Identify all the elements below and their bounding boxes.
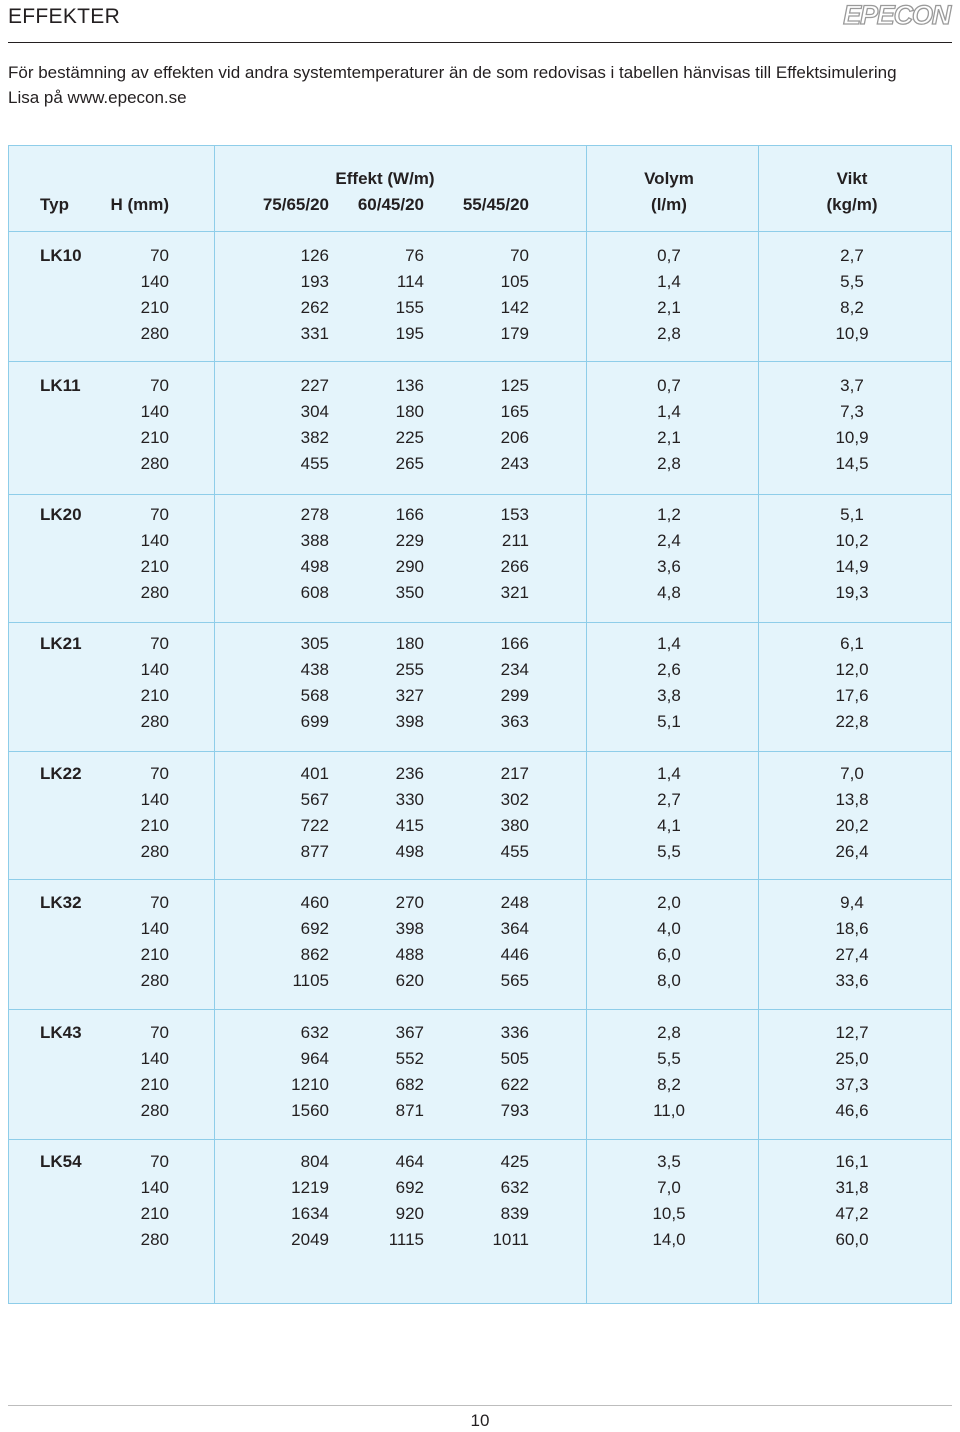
cell-h: 70 <box>150 764 169 783</box>
cell-effekt-60-45-20: 114 <box>396 271 424 291</box>
cell-effekt-60-45-20: 225 <box>395 427 424 447</box>
row-group-divider <box>9 751 951 752</box>
type-label: LK22 <box>40 764 82 783</box>
cell-vikt: 26,4 <box>835 841 869 861</box>
cell-effekt-60-45-20: 180 <box>395 401 424 421</box>
cell-effekt-55-45-20: 70 <box>510 246 529 265</box>
page-title: EFFEKTER <box>8 5 121 28</box>
cell-vikt: 8,2 <box>840 297 864 317</box>
cell-vikt: 10,9 <box>835 427 869 447</box>
cell-volym: 0,7 <box>657 376 681 395</box>
cell-h: 210 <box>140 427 169 447</box>
cell-volym: 8,0 <box>657 970 681 990</box>
cell-volym: 5,5 <box>657 841 681 861</box>
cell-volym: 1,2 <box>657 505 681 524</box>
cell-effekt-75-65-20: 568 <box>300 685 329 705</box>
cell-effekt-55-45-20: 455 <box>500 841 529 861</box>
cell-volym: 1,4 <box>657 634 681 653</box>
cell-effekt-75-65-20: 699 <box>300 711 329 731</box>
cell-vikt: 27,4 <box>835 944 869 964</box>
cell-volym: 3,6 <box>657 556 681 576</box>
header-volym-unit: (l/m) <box>651 195 687 214</box>
effekt-table <box>8 145 952 1304</box>
cell-effekt-55-45-20: 622 <box>500 1074 529 1094</box>
cell-effekt-60-45-20: 920 <box>395 1203 424 1223</box>
cell-effekt-75-65-20: 877 <box>300 841 329 861</box>
cell-vikt: 10,9 <box>835 323 869 343</box>
cell-volym: 5,5 <box>657 1048 681 1068</box>
cell-effekt-60-45-20: 229 <box>395 530 424 550</box>
type-label: LK54 <box>40 1152 82 1171</box>
cell-h: 280 <box>140 711 169 731</box>
cell-effekt-55-45-20: 243 <box>500 453 529 473</box>
cell-vikt: 13,8 <box>835 789 869 809</box>
row-group-divider <box>9 879 951 880</box>
cell-vikt: 17,6 <box>835 685 869 705</box>
header-h: H (mm) <box>110 195 169 214</box>
cell-effekt-55-45-20: 565 <box>500 970 529 990</box>
row-group-divider <box>9 1009 951 1010</box>
cell-h: 210 <box>140 1203 169 1223</box>
cell-vikt: 14,5 <box>835 453 869 473</box>
cell-effekt-75-65-20: 388 <box>300 530 329 550</box>
cell-volym: 1,4 <box>657 271 681 291</box>
cell-effekt-75-65-20: 278 <box>300 505 329 524</box>
cell-volym: 11,0 <box>653 1100 685 1120</box>
cell-effekt-75-65-20: 460 <box>300 893 329 912</box>
cell-vikt: 10,2 <box>835 530 869 550</box>
cell-h: 210 <box>140 297 169 317</box>
cell-effekt-60-45-20: 270 <box>395 893 424 912</box>
cell-effekt-55-45-20: 302 <box>500 789 529 809</box>
cell-volym: 2,8 <box>657 1023 681 1042</box>
cell-volym: 6,0 <box>657 944 681 964</box>
cell-h: 70 <box>150 505 169 524</box>
cell-effekt-75-65-20: 227 <box>300 376 329 395</box>
cell-h: 70 <box>150 1023 169 1042</box>
cell-effekt-60-45-20: 265 <box>395 453 424 473</box>
cell-h: 140 <box>140 1048 169 1068</box>
row-group-divider <box>9 1139 951 1140</box>
cell-volym: 14,0 <box>652 1229 686 1249</box>
cell-effekt-75-65-20: 126 <box>300 246 329 265</box>
cell-effekt-60-45-20: 136 <box>395 376 424 395</box>
cell-effekt-75-65-20: 567 <box>300 789 329 809</box>
cell-effekt-60-45-20: 367 <box>395 1023 424 1042</box>
cell-h: 280 <box>140 1229 169 1249</box>
cell-effekt-60-45-20: 236 <box>395 764 424 783</box>
cell-h: 140 <box>140 530 169 550</box>
cell-volym: 7,0 <box>657 1177 681 1197</box>
cell-vikt: 6,1 <box>840 634 864 653</box>
cell-effekt-75-65-20: 1560 <box>291 1100 329 1120</box>
cell-effekt-60-45-20: 415 <box>395 815 424 835</box>
cell-effekt-60-45-20: 692 <box>395 1177 424 1197</box>
column-divider <box>758 146 759 1303</box>
cell-vikt: 3,7 <box>840 376 864 395</box>
cell-effekt-55-45-20: 299 <box>500 685 529 705</box>
cell-vikt: 12,7 <box>835 1023 869 1042</box>
cell-volym: 2,8 <box>657 453 681 473</box>
cell-effekt-75-65-20: 862 <box>300 944 329 964</box>
header-divider <box>8 42 952 43</box>
cell-effekt-75-65-20: 304 <box>300 401 329 421</box>
cell-volym: 2,4 <box>657 530 681 550</box>
cell-volym: 4,0 <box>657 918 681 938</box>
cell-volym: 4,8 <box>657 582 681 602</box>
cell-volym: 2,0 <box>657 893 681 912</box>
cell-effekt-75-65-20: 692 <box>300 918 329 938</box>
cell-effekt-75-65-20: 498 <box>300 556 329 576</box>
cell-effekt-60-45-20: 498 <box>395 841 424 861</box>
cell-volym: 1,4 <box>657 401 681 421</box>
cell-volym: 10,5 <box>652 1203 686 1223</box>
cell-effekt-55-45-20: 153 <box>500 505 529 524</box>
cell-effekt-60-45-20: 195 <box>395 323 424 343</box>
cell-h: 280 <box>140 453 169 473</box>
cell-h: 140 <box>140 401 169 421</box>
cell-volym: 2,7 <box>657 789 681 809</box>
cell-h: 210 <box>140 1074 169 1094</box>
cell-effekt-55-45-20: 142 <box>500 297 529 317</box>
cell-h: 70 <box>150 893 169 912</box>
cell-vikt: 5,1 <box>840 505 864 524</box>
header-typ: Typ <box>40 195 69 214</box>
cell-effekt-55-45-20: 425 <box>500 1152 529 1171</box>
cell-effekt-60-45-20: 488 <box>395 944 424 964</box>
cell-effekt-75-65-20: 193 <box>300 271 329 291</box>
cell-effekt-75-65-20: 382 <box>300 427 329 447</box>
cell-h: 140 <box>140 918 169 938</box>
brand-logo: EPECON <box>843 0 950 30</box>
cell-effekt-75-65-20: 1210 <box>291 1074 329 1094</box>
cell-effekt-60-45-20: 682 <box>395 1074 424 1094</box>
cell-vikt: 18,6 <box>835 918 869 938</box>
header-effekt: Effekt (W/m) <box>335 169 435 188</box>
cell-effekt-60-45-20: 871 <box>395 1100 424 1120</box>
cell-effekt-55-45-20: 179 <box>500 323 529 343</box>
cell-effekt-60-45-20: 155 <box>395 297 424 317</box>
cell-effekt-55-45-20: 505 <box>500 1048 529 1068</box>
header-vikt: Vikt <box>836 169 868 188</box>
header-vikt-unit: (kg/m) <box>826 195 878 214</box>
header-effekt-60-45-20: 60/45/20 <box>357 195 424 214</box>
cell-vikt: 7,0 <box>840 764 864 783</box>
cell-volym: 2,6 <box>657 659 681 679</box>
cell-h: 140 <box>140 789 169 809</box>
header-volym: Volym <box>644 169 694 188</box>
row-group-divider <box>9 231 951 232</box>
cell-effekt-60-45-20: 552 <box>395 1048 424 1068</box>
cell-vikt: 25,0 <box>835 1048 869 1068</box>
cell-effekt-75-65-20: 305 <box>300 634 329 653</box>
cell-effekt-55-45-20: 336 <box>500 1023 529 1042</box>
cell-h: 140 <box>140 1177 169 1197</box>
cell-vikt: 7,3 <box>840 401 864 421</box>
cell-h: 70 <box>150 1152 169 1171</box>
cell-vikt: 31,8 <box>835 1177 869 1197</box>
type-label: LK32 <box>40 893 82 912</box>
cell-effekt-60-45-20: 180 <box>395 634 424 653</box>
page-number: 10 <box>470 1411 490 1430</box>
cell-effekt-55-45-20: 793 <box>500 1100 529 1120</box>
cell-vikt: 60,0 <box>835 1229 869 1249</box>
cell-effekt-55-45-20: 1011 <box>492 1229 529 1249</box>
cell-volym: 2,8 <box>657 323 681 343</box>
cell-effekt-55-45-20: 217 <box>500 764 529 783</box>
cell-effekt-60-45-20: 76 <box>405 246 424 265</box>
cell-effekt-55-45-20: 839 <box>500 1203 529 1223</box>
cell-effekt-55-45-20: 363 <box>500 711 529 731</box>
footer-divider <box>8 1405 952 1406</box>
cell-volym: 8,2 <box>657 1074 681 1094</box>
cell-effekt-75-65-20: 455 <box>300 453 329 473</box>
cell-volym: 2,1 <box>657 297 681 317</box>
cell-h: 140 <box>140 659 169 679</box>
cell-effekt-60-45-20: 398 <box>395 711 424 731</box>
cell-effekt-75-65-20: 632 <box>300 1023 329 1042</box>
header-effekt-55-45-20: 55/45/20 <box>462 195 529 214</box>
cell-h: 280 <box>140 841 169 861</box>
cell-effekt-60-45-20: 255 <box>395 659 424 679</box>
cell-h: 70 <box>150 376 169 395</box>
cell-effekt-75-65-20: 722 <box>300 815 329 835</box>
column-divider <box>214 146 215 1303</box>
cell-volym: 5,1 <box>657 711 681 731</box>
column-divider <box>586 146 587 1303</box>
cell-vikt: 20,2 <box>835 815 869 835</box>
cell-effekt-55-45-20: 165 <box>500 401 529 421</box>
cell-h: 280 <box>140 1100 169 1120</box>
cell-effekt-55-45-20: 248 <box>500 893 529 912</box>
cell-effekt-55-45-20: 321 <box>500 582 529 602</box>
cell-h: 210 <box>140 556 169 576</box>
cell-effekt-60-45-20: 350 <box>395 582 424 602</box>
cell-volym: 1,4 <box>657 764 681 783</box>
cell-vikt: 5,5 <box>840 271 864 291</box>
row-group-divider <box>9 494 951 495</box>
cell-effekt-60-45-20: 1115 <box>388 1229 424 1249</box>
intro-text: För bestämning av effekten vid andra systemtemperaturer än de som redovisas i tabellen hänvisas till Effektsimulering Lisa på www.epecon.se <box>8 63 897 107</box>
cell-effekt-60-45-20: 398 <box>395 918 424 938</box>
cell-effekt-55-45-20: 380 <box>500 815 529 835</box>
cell-h: 280 <box>140 970 169 990</box>
cell-effekt-55-45-20: 234 <box>500 659 529 679</box>
row-group-divider <box>9 622 951 623</box>
cell-effekt-75-65-20: 1219 <box>291 1177 329 1197</box>
cell-effekt-75-65-20: 804 <box>300 1152 329 1171</box>
type-label: LK21 <box>40 634 82 653</box>
cell-volym: 2,1 <box>657 427 681 447</box>
cell-vikt: 9,4 <box>840 893 864 912</box>
cell-effekt-60-45-20: 464 <box>395 1152 424 1171</box>
type-label: LK20 <box>40 505 82 524</box>
cell-effekt-55-45-20: 105 <box>500 271 529 291</box>
cell-volym: 3,8 <box>657 685 681 705</box>
cell-h: 70 <box>150 634 169 653</box>
cell-vikt: 37,3 <box>835 1074 869 1094</box>
row-group-divider <box>9 361 951 362</box>
cell-effekt-75-65-20: 1105 <box>292 970 329 990</box>
cell-volym: 3,5 <box>657 1152 681 1171</box>
cell-h: 280 <box>140 323 169 343</box>
cell-effekt-75-65-20: 331 <box>300 323 329 343</box>
cell-effekt-55-45-20: 125 <box>500 376 529 395</box>
cell-effekt-55-45-20: 266 <box>500 556 529 576</box>
type-label: LK43 <box>40 1023 82 1042</box>
cell-volym: 0,7 <box>657 246 681 265</box>
cell-h: 70 <box>150 246 169 265</box>
cell-h: 140 <box>140 271 169 291</box>
cell-vikt: 16,1 <box>835 1152 869 1171</box>
cell-vikt: 2,7 <box>840 246 864 265</box>
cell-vikt: 22,8 <box>835 711 869 731</box>
cell-effekt-55-45-20: 166 <box>500 634 529 653</box>
type-label: LK10 <box>40 246 82 265</box>
cell-effekt-55-45-20: 206 <box>500 427 529 447</box>
cell-vikt: 19,3 <box>835 582 869 602</box>
type-label: LK11 <box>40 376 81 395</box>
cell-vikt: 46,6 <box>835 1100 869 1120</box>
cell-effekt-75-65-20: 608 <box>300 582 329 602</box>
cell-effekt-55-45-20: 446 <box>500 944 529 964</box>
cell-effekt-60-45-20: 290 <box>395 556 424 576</box>
cell-effekt-60-45-20: 330 <box>395 789 424 809</box>
cell-effekt-75-65-20: 1634 <box>291 1203 329 1223</box>
cell-effekt-55-45-20: 211 <box>501 530 529 550</box>
cell-volym: 4,1 <box>657 815 681 835</box>
cell-effekt-75-65-20: 438 <box>300 659 329 679</box>
cell-h: 280 <box>140 582 169 602</box>
cell-h: 210 <box>140 685 169 705</box>
cell-effekt-60-45-20: 620 <box>395 970 424 990</box>
cell-effekt-75-65-20: 2049 <box>291 1229 329 1249</box>
cell-vikt: 14,9 <box>835 556 869 576</box>
cell-vikt: 12,0 <box>835 659 869 679</box>
header-effekt-75-65-20: 75/65/20 <box>262 195 329 214</box>
cell-effekt-60-45-20: 166 <box>395 505 424 524</box>
cell-vikt: 33,6 <box>835 970 869 990</box>
cell-h: 210 <box>140 815 169 835</box>
cell-effekt-75-65-20: 401 <box>300 764 329 783</box>
cell-effekt-60-45-20: 327 <box>395 685 424 705</box>
cell-effekt-55-45-20: 364 <box>500 918 529 938</box>
cell-h: 210 <box>140 944 169 964</box>
cell-vikt: 47,2 <box>835 1203 869 1223</box>
cell-effekt-75-65-20: 262 <box>300 297 329 317</box>
cell-effekt-55-45-20: 632 <box>500 1177 529 1197</box>
cell-effekt-75-65-20: 964 <box>300 1048 329 1068</box>
